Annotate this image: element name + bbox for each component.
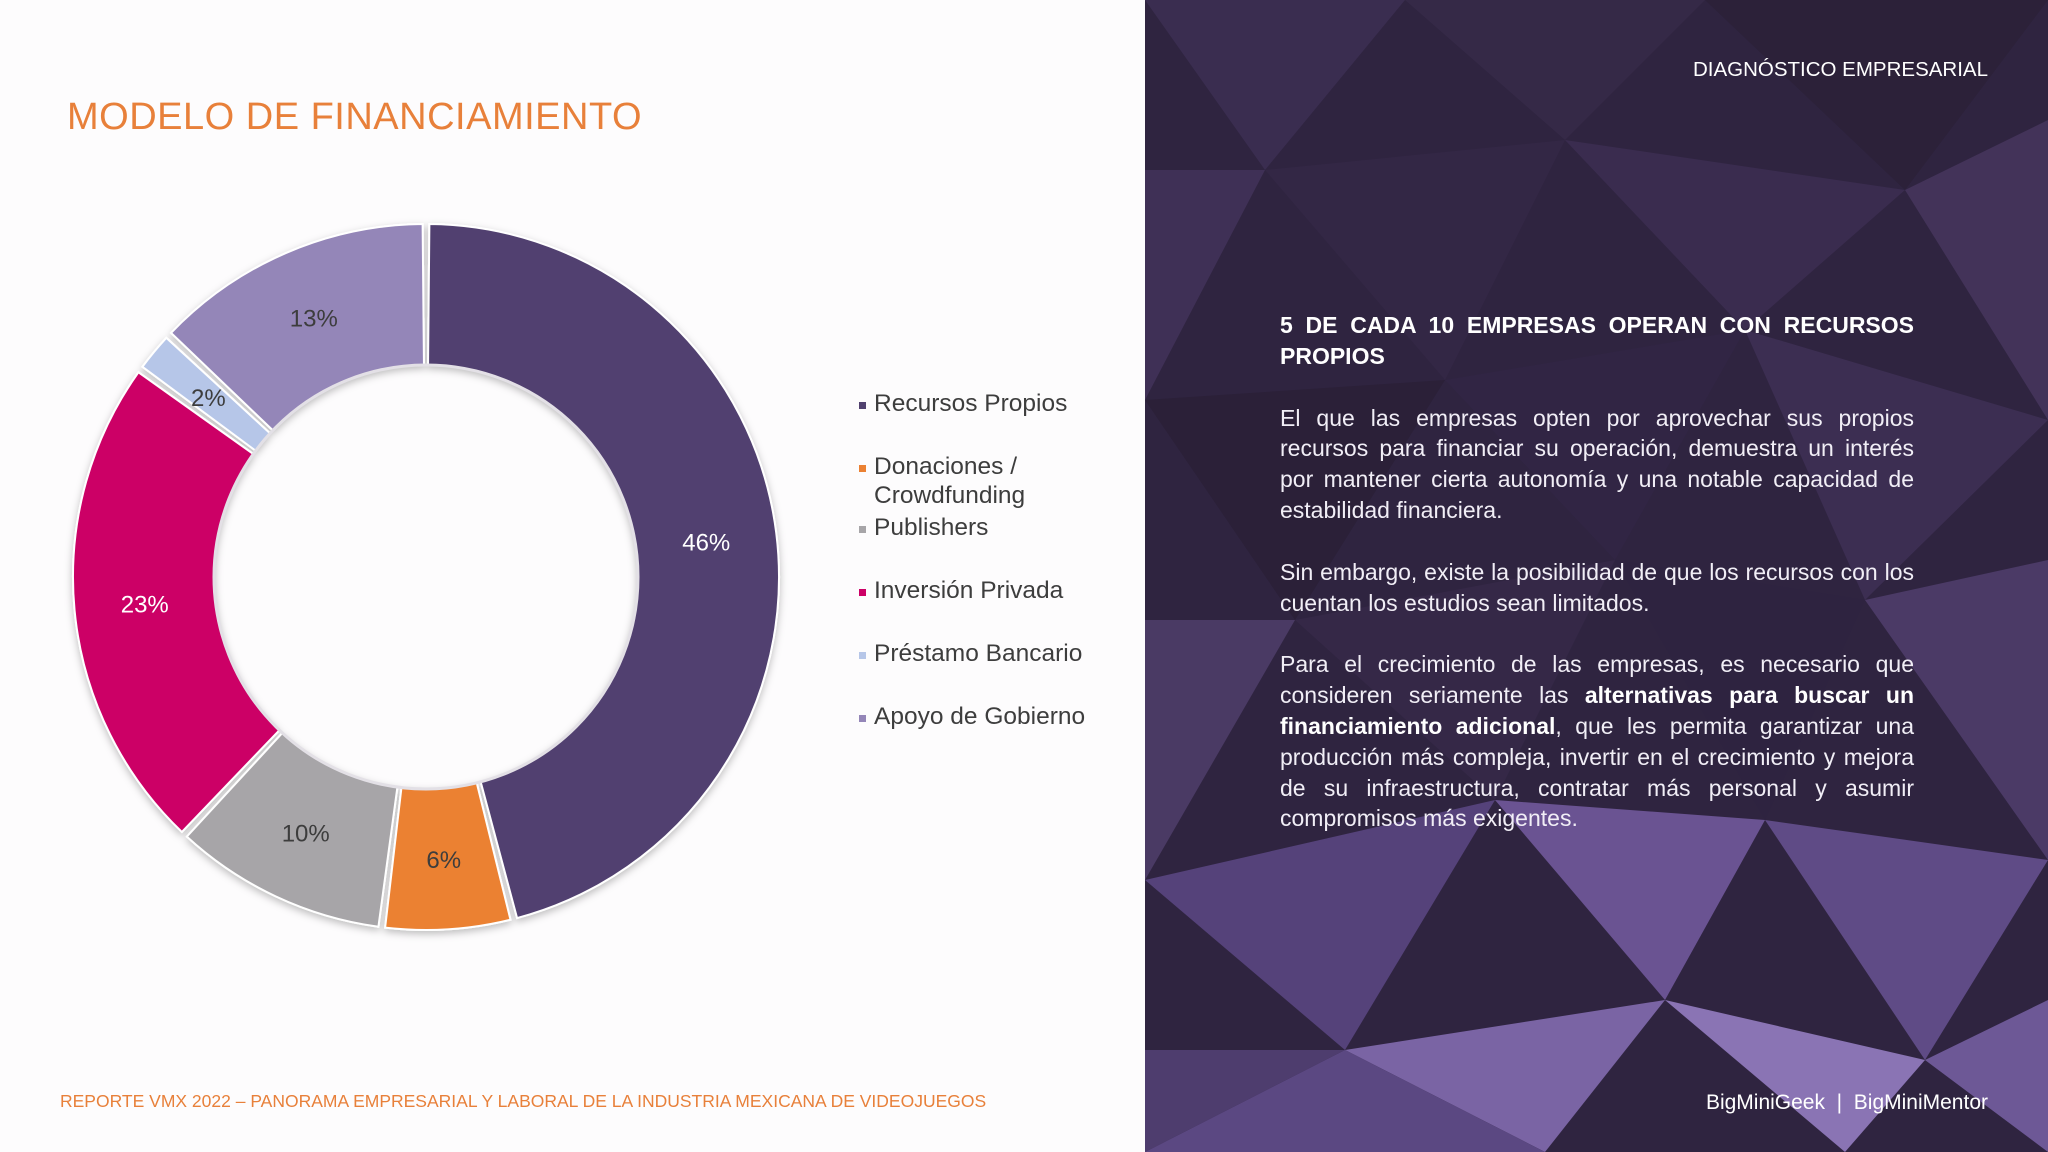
legend-marker — [859, 402, 866, 409]
paragraph-3 — [1280, 649, 1914, 834]
page-title: MODELO DE FINANCIAMIENTO — [67, 96, 643, 138]
legend-item-inversion-privada — [858, 576, 1138, 605]
chart-legend — [858, 389, 1138, 765]
legend-label: Publishers — [874, 514, 989, 541]
legend-item-apoyo-gobierno — [858, 702, 1138, 731]
legend-marker — [859, 715, 866, 722]
slice-value-label: 10% — [281, 820, 330, 848]
legend-item-publishers — [858, 513, 1138, 542]
paragraph-1: El que las empresas opten por aprovechar sus propios recursos para financiar su operación, demuestra un interés por mantener cierta autonomía y una notable capacidad de estabilidad financiera. — [1280, 404, 1914, 523]
paragraph-2: Sin embargo, existe la posibilidad de que los recursos con los cuentan los estudios sean limitados. — [1280, 558, 1914, 616]
brand-footer: BigMiniGeek | BigMiniMentor — [1705, 1091, 1988, 1114]
section-label: DIAGNÓSTICO EMPRESARIAL — [1692, 58, 1988, 81]
body-text — [1280, 310, 1914, 865]
slice-value-label: 13% — [289, 305, 338, 333]
legend-label: Inversión Privada — [874, 577, 1064, 604]
legend-item-prestamo-bancario — [858, 639, 1138, 668]
legend-item-donaciones — [858, 452, 1138, 510]
legend-marker — [859, 526, 866, 533]
legend-label: Donaciones / Crowdfunding — [874, 453, 1026, 509]
slice-value-label: 6% — [426, 846, 462, 874]
legend-marker — [859, 465, 866, 472]
paragraph-3-end: , que les permita garantizar una producción más compleja, invertir en el crecimiento y mejora de su infraestructura, contratar más personal y asumir compromisos más exigentes. — [1280, 712, 1914, 832]
paragraph-3-bold: alternativas para buscar un financiamiento adicional — [1280, 682, 1914, 739]
slice-value-label: 23% — [120, 591, 169, 619]
right-panel — [1145, 0, 2048, 1152]
paragraph-3-start: Para el crecimiento de las empresas, es necesario que consideren seriamente las — [1280, 651, 1914, 709]
legend-marker — [859, 652, 866, 659]
legend-label: Recursos Propios — [874, 390, 1068, 417]
legend-marker — [859, 589, 866, 596]
legend-label: Apoyo de Gobierno — [874, 703, 1086, 730]
legend-item-recursos-propios — [858, 389, 1138, 418]
legend-label: Préstamo Bancario — [874, 640, 1083, 667]
report-footer: REPORTE VMX 2022 – PANORAMA EMPRESARIAL Y LABORAL DE LA INDUSTRIA MEXICANA DE VIDEOJUEGOS — [60, 1091, 987, 1111]
headline: 5 DE CADA 10 EMPRESAS OPERAN CON RECURSOS PROPIOS — [1280, 312, 1914, 369]
slice-value-label: 46% — [682, 529, 731, 557]
slice-value-label: 2% — [190, 384, 226, 412]
